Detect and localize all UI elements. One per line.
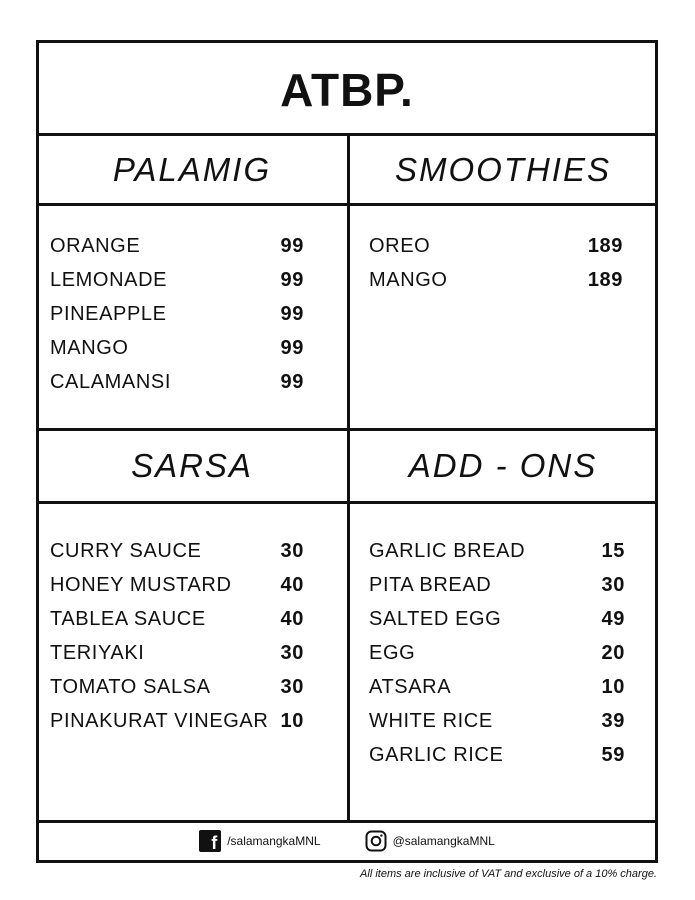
heading-palamig: PALAMIG <box>112 151 272 188</box>
menu-item <box>369 570 625 604</box>
menu-item <box>50 367 304 401</box>
item-price: 99 <box>280 371 304 393</box>
item-price: 30 <box>280 540 304 562</box>
list-smoothies <box>369 231 623 299</box>
menu-item <box>369 536 625 570</box>
list-sarsa <box>50 536 304 740</box>
list-palamig <box>50 231 304 401</box>
menu-item <box>50 638 304 672</box>
menu-item <box>50 299 304 333</box>
item-name: GARLIC BREAD <box>369 540 526 562</box>
menu-item <box>369 638 625 672</box>
menu-item <box>369 740 625 774</box>
menu-board <box>36 40 658 863</box>
item-price: 10 <box>601 676 625 698</box>
item-name: TABLEA SAUCE <box>50 608 206 630</box>
item-price: 49 <box>601 608 625 630</box>
instagram-icon <box>365 830 387 852</box>
pricing-note: All items are inclusive of VAT and exclusive of a 10% charge. <box>360 868 657 880</box>
menu-item <box>50 604 304 638</box>
menu-item <box>50 265 304 299</box>
item-price: 99 <box>280 269 304 291</box>
menu-item <box>50 672 304 706</box>
item-name: PINAKURAT VINEGAR <box>50 710 269 732</box>
menu-item <box>50 333 304 367</box>
heading-smoothies: SMOOTHIES <box>394 151 612 188</box>
menu-item <box>369 706 625 740</box>
social-footer <box>39 822 655 860</box>
item-price: 40 <box>280 574 304 596</box>
heading-addons: ADD - ONS <box>408 447 598 484</box>
list-addons <box>369 536 625 774</box>
item-name: EGG <box>369 642 416 664</box>
item-price: 99 <box>280 303 304 325</box>
menu-item <box>50 231 304 265</box>
item-price: 15 <box>601 540 625 562</box>
item-price: 30 <box>601 574 625 596</box>
item-name: LEMONADE <box>50 269 168 291</box>
item-price: 20 <box>601 642 625 664</box>
item-name: MANGO <box>50 337 129 359</box>
item-name: MANGO <box>369 269 448 291</box>
item-price: 40 <box>280 608 304 630</box>
item-price: 189 <box>587 269 623 291</box>
menu-item <box>50 536 304 570</box>
item-name: CURRY SAUCE <box>50 540 202 562</box>
menu-item <box>369 672 625 706</box>
item-name: TOMATO SALSA <box>50 676 211 698</box>
item-name: HONEY MUSTARD <box>50 574 232 596</box>
item-name: ATSARA <box>369 676 452 698</box>
menu-title: ATBP. <box>280 64 414 116</box>
facebook-icon: f <box>199 830 221 852</box>
item-price: 30 <box>280 676 304 698</box>
menu-item <box>369 265 623 299</box>
item-price: 30 <box>280 642 304 664</box>
item-name: ORANGE <box>50 235 141 257</box>
menu-item <box>50 570 304 604</box>
instagram-handle: @salamangkaMNL <box>392 834 495 848</box>
menu-item <box>50 706 304 740</box>
item-name: PITA BREAD <box>369 574 492 596</box>
item-price: 10 <box>280 710 304 732</box>
facebook-handle: /salamangkaMNL <box>227 834 321 848</box>
item-name: OREO <box>369 235 431 257</box>
item-name: TERIYAKI <box>50 642 145 664</box>
heading-sarsa: SARSA <box>131 447 253 484</box>
menu-item <box>369 231 623 265</box>
item-name: SALTED EGG <box>369 608 502 630</box>
item-name: PINEAPPLE <box>50 303 167 325</box>
item-name: CALAMANSI <box>50 371 171 393</box>
item-price: 39 <box>601 710 625 732</box>
item-price: 59 <box>601 744 625 766</box>
item-price: 189 <box>587 235 623 257</box>
item-name: WHITE RICE <box>369 710 493 732</box>
item-price: 99 <box>280 337 304 359</box>
instagram-link[interactable] <box>365 830 495 852</box>
item-name: GARLIC RICE <box>369 744 504 766</box>
item-price: 99 <box>280 235 304 257</box>
menu-item <box>369 604 625 638</box>
facebook-link[interactable] <box>199 830 320 852</box>
